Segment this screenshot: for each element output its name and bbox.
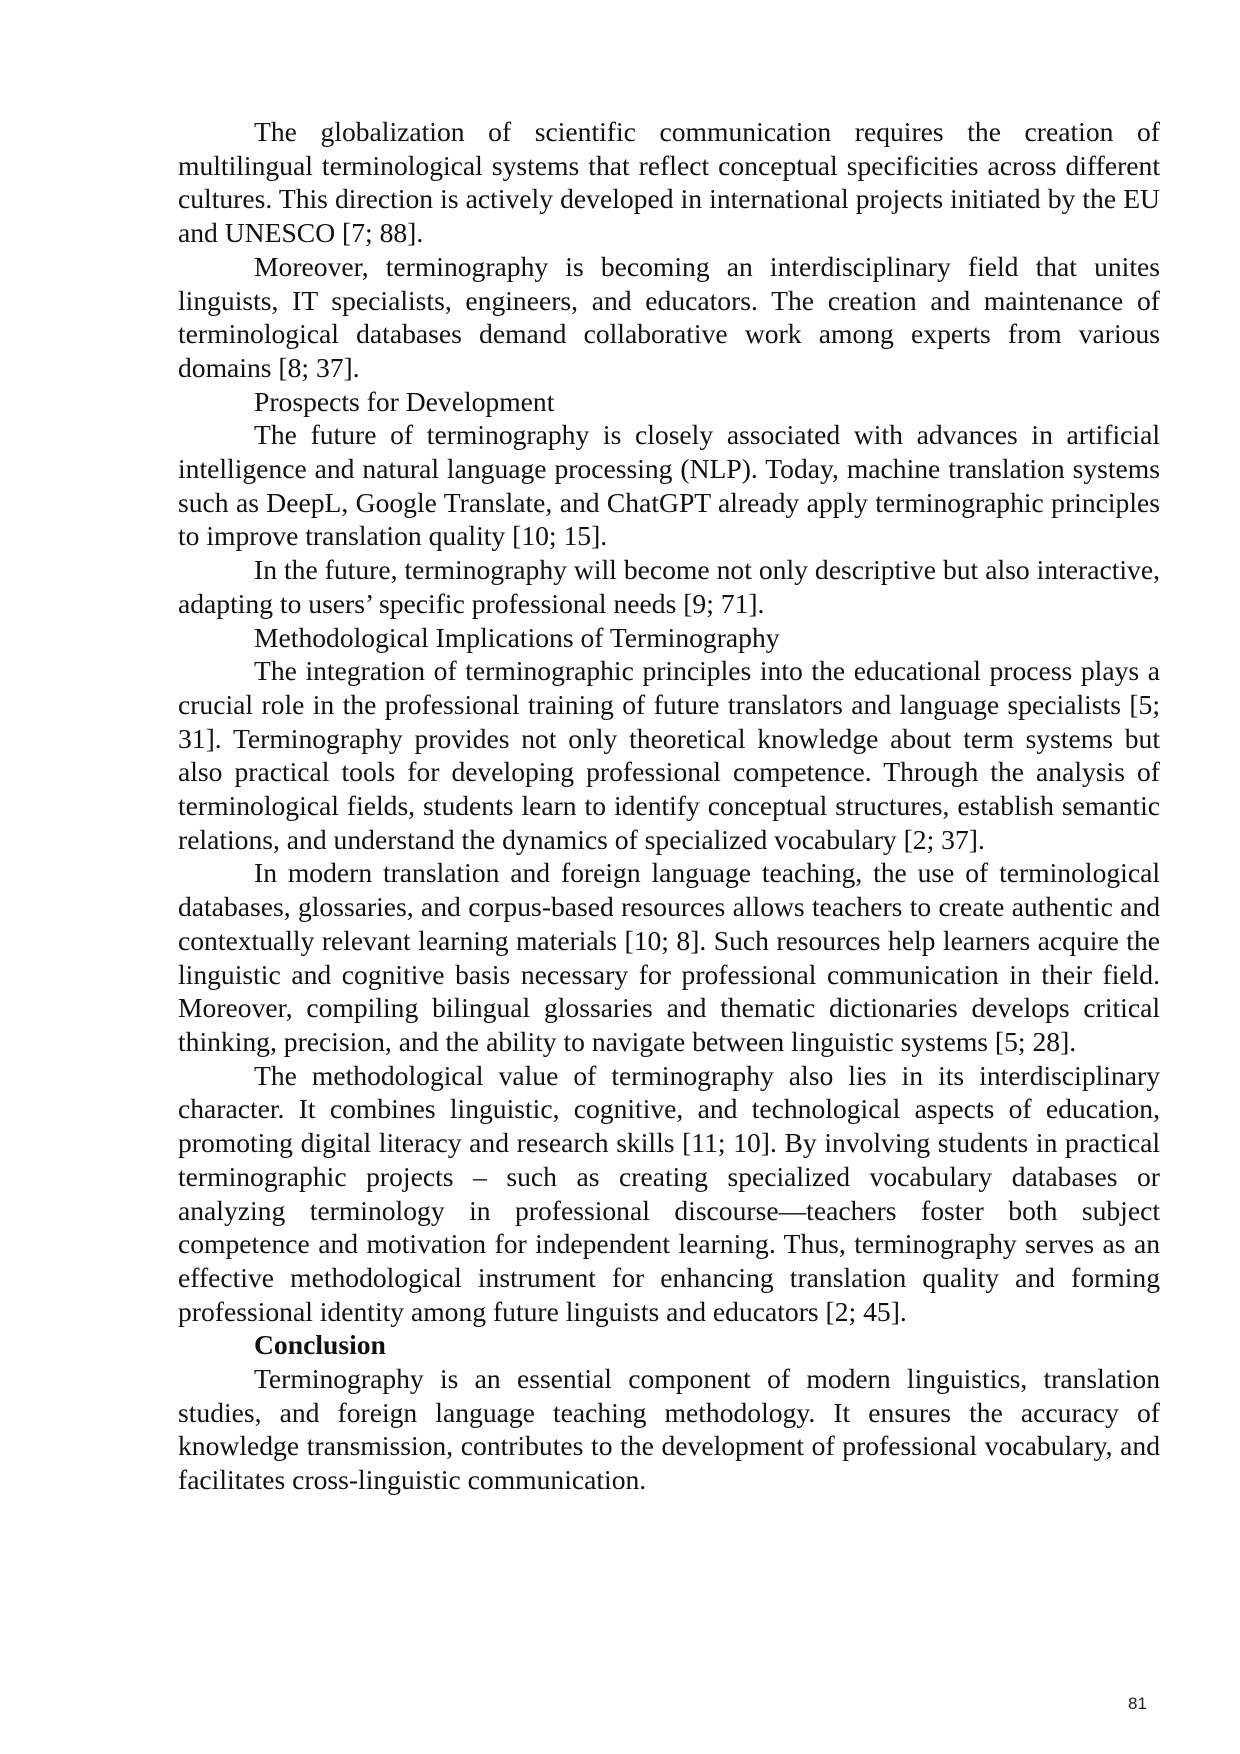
paragraph-future-ai: The future of terminography is closely associated with advances in artificial intelligence and natural language processing (NLP). Today, machine translation systems such as DeepL, Google Translate, and ChatGPT already apply terminographic principles to improve translation quality [10; 15]. — [178, 419, 1160, 552]
paragraph-interdisciplinary-field: Moreover, terminography is becoming an interdisciplinary field that unites linguists, IT specialists, engineers, and educators. The creation and maintenance of terminological databases demand collaborative work among experts from various domains [8; 37]. — [178, 250, 1160, 383]
document-body — [178, 115, 1160, 1497]
section-heading-conclusion: Conclusion — [254, 1329, 386, 1361]
paragraph-methodological-value: The methodological value of terminography also lies in its interdisciplinary character. It combines linguistic, cognitive, and technological aspects of education, promoting digital literacy and research skills [11; 10]. By involving students in practical terminographic projects – such as creating specialized vocabulary databases or analyzing terminology in professional discourse—teachers foster both subject competence and motivation for independent learning. Thus, terminography serves as an effective methodological instrument for enhancing translation quality and forming professional identity among future linguists and educators [2; 45]. — [178, 1059, 1160, 1327]
paragraph-modern-translation: In modern translation and foreign language teaching, the use of terminological databases, glossaries, and corpus-based resources allows teachers to create authentic and contextually relevant learning materials [10; 8]. Such resources help learners acquire the linguistic and cognitive basis necessary for professional communication in their field. Moreover, compiling bilingual glossaries and thematic dictionaries develops critical thinking, precision, and the ability to navigate between linguistic systems [5; 28]. — [178, 857, 1160, 1057]
paragraph-integration: The integration of terminographic principles into the educational process plays a crucial role in the professional training of future translators and language specialists [5; 31]. Terminography provides not only theoretical knowledge about term systems but also practical tools for developing professional competence. Through the analysis of terminological fields, students learn to identify conceptual structures, establish semantic relations, and understand the dynamics of specialized vocabulary [2; 37]. — [178, 655, 1160, 855]
section-heading-methodological: Methodological Implications of Terminography — [254, 621, 780, 653]
paragraph-globalization: The globalization of scientific communication requires the creation of multilingual terminological systems that reflect conceptual specificities across different cultures. This direction is actively developed in international projects initiated by the EU and UNESCO [7; 88]. — [178, 116, 1160, 249]
page-number: 81 — [1128, 1694, 1147, 1713]
paragraph-interactive: In the future, terminography will become not only descriptive but also interactive, adapting to users’ specific professional needs [9; 71]. — [178, 554, 1160, 619]
section-heading-prospects: Prospects for Development — [254, 385, 555, 417]
paragraph-conclusion: Terminography is an essential component of modern linguistics, translation studies, and foreign language teaching methodology. It ensures the accuracy of knowledge transmission, contributes to the development of professional vocabulary, and facilitates cross-linguistic communication. — [178, 1363, 1160, 1496]
